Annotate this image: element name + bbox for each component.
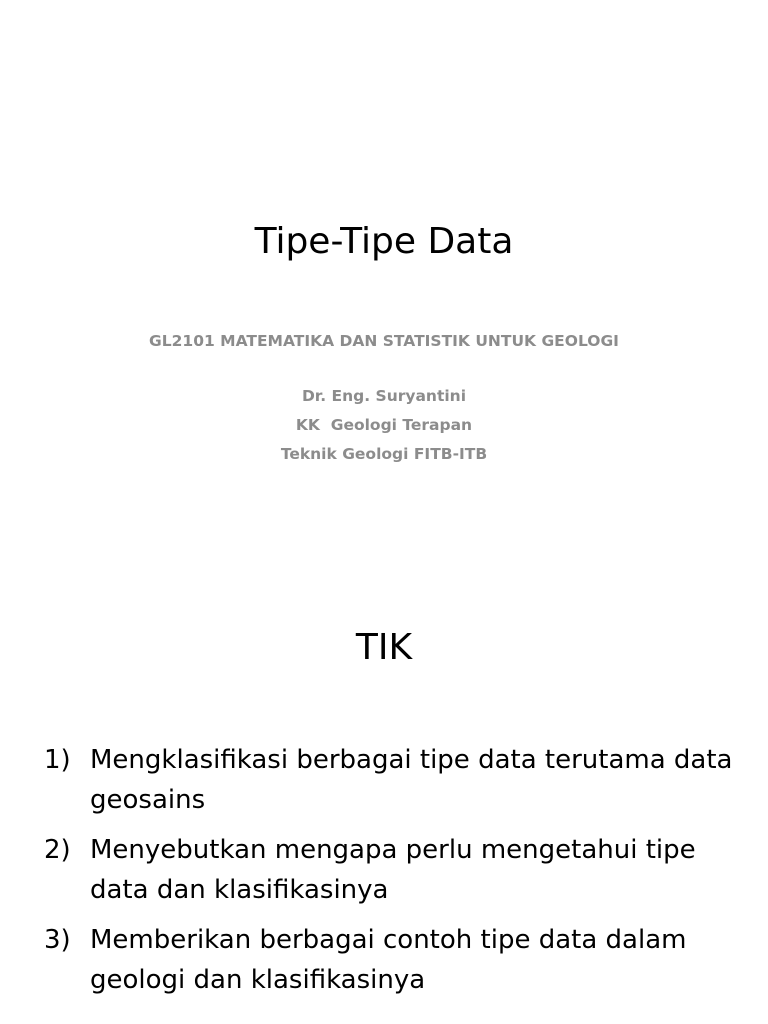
objective-text: Memberikan berbagai contoh tipe data dalam geologi dan klasifikasinya [90, 925, 687, 995]
slide-title-heading: Tipe-Tipe Data [254, 221, 514, 262]
slide-objectives [0, 512, 768, 1024]
objective-number: 1) [44, 745, 71, 775]
author-info [0, 382, 768, 469]
author-name: Dr. Eng. Suryantini [301, 387, 467, 405]
objective-number: 2) [44, 835, 71, 865]
objectives-heading: TIK [355, 627, 413, 668]
objective-text: Mengklasifikasi berbagai tipe data terutama data geosains [90, 745, 733, 815]
objective-item [44, 740, 744, 820]
objective-item [44, 830, 744, 910]
department: Teknik Geologi FITB-ITB [280, 445, 488, 463]
objective-text: Menyebutkan mengapa perlu mengetahui tipe data dan klasifikasinya [90, 835, 696, 905]
objective-item [44, 920, 744, 1000]
objective-number: 3) [44, 925, 71, 955]
course-name: GL2101 MATEMATIKA DAN STATISTIK UNTUK GEOLOGI [149, 332, 619, 350]
research-group: KK Geologi Terapan [295, 416, 473, 434]
objectives-list [44, 740, 744, 1010]
